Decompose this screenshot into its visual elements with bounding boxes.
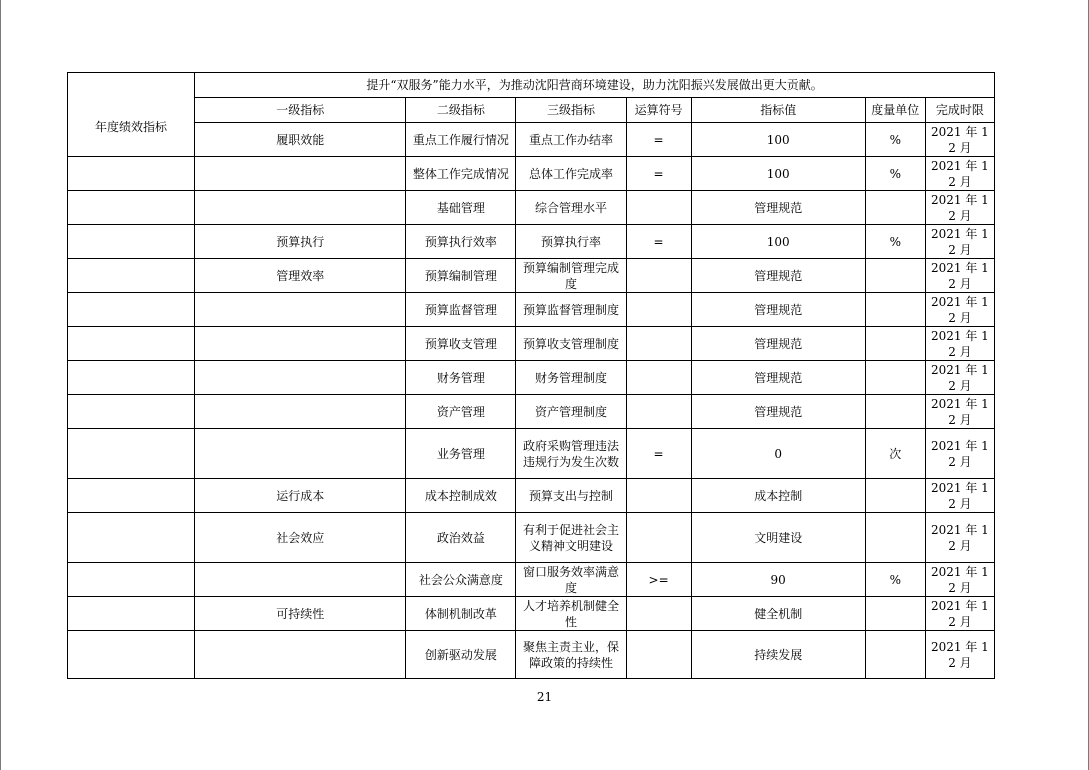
cell-level3: 政府采购管理违法违规行为发生次数 — [516, 429, 626, 479]
cell-unit — [865, 293, 925, 327]
cell-level3: 综合管理水平 — [516, 191, 626, 225]
cell-operator — [626, 361, 691, 395]
cell-level3: 人才培养机制健全性 — [516, 597, 626, 631]
lead-cell — [68, 563, 195, 597]
cell-level3: 有利于促进社会主义精神文明建设 — [516, 513, 626, 563]
cell-level1 — [195, 191, 406, 225]
cell-level2: 资产管理 — [406, 395, 516, 429]
cell-operator: = — [626, 429, 691, 479]
lead-cell — [68, 429, 195, 479]
cell-value: 管理规范 — [691, 327, 865, 361]
cell-level2: 重点工作履行情况 — [406, 123, 516, 157]
header-unit: 度量单位 — [865, 98, 925, 123]
cell-value: 管理规范 — [691, 259, 865, 293]
cell-value: 管理规范 — [691, 361, 865, 395]
lead-cell — [68, 225, 195, 259]
cell-operator — [626, 479, 691, 513]
table-row — [68, 479, 995, 513]
lead-cell — [68, 293, 195, 327]
cell-value: 管理规范 — [691, 191, 865, 225]
cell-level1 — [195, 293, 406, 327]
lead-cell — [68, 361, 195, 395]
lead-cell — [68, 157, 195, 191]
cell-level2: 业务管理 — [406, 429, 516, 479]
table-row — [68, 123, 995, 157]
cell-value: 90 — [691, 563, 865, 597]
cell-level2: 体制机制改革 — [406, 597, 516, 631]
cell-level2: 基础管理 — [406, 191, 516, 225]
cell-level3: 总体工作完成率 — [516, 157, 626, 191]
cell-deadline: 2021 年 12 月 — [925, 513, 994, 563]
cell-unit — [865, 513, 925, 563]
table-row — [68, 157, 995, 191]
cell-deadline: 2021 年 12 月 — [925, 429, 994, 479]
section-label: 年度绩效指标 — [68, 98, 195, 157]
header-level3: 三级指标 — [516, 98, 626, 123]
cell-level1: 履职效能 — [195, 123, 406, 157]
table-row — [68, 259, 995, 293]
table-row — [68, 429, 995, 479]
cell-level1: 社会效应 — [195, 513, 406, 563]
cell-level1 — [195, 327, 406, 361]
page-number: 21 — [536, 690, 553, 704]
cell-deadline: 2021 年 12 月 — [925, 123, 994, 157]
cell-deadline: 2021 年 12 月 — [925, 361, 994, 395]
table-row — [68, 513, 995, 563]
header-row — [68, 98, 995, 123]
cell-level3: 预算收支管理制度 — [516, 327, 626, 361]
table-row — [68, 563, 995, 597]
cell-unit — [865, 191, 925, 225]
cell-level1 — [195, 631, 406, 679]
cell-level1 — [195, 563, 406, 597]
cell-level1: 可持续性 — [195, 597, 406, 631]
cell-unit — [865, 259, 925, 293]
cell-level2: 财务管理 — [406, 361, 516, 395]
cell-level1 — [195, 157, 406, 191]
lead-cell — [68, 513, 195, 563]
cell-unit — [865, 395, 925, 429]
cell-deadline: 2021 年 12 月 — [925, 563, 994, 597]
cell-value: 100 — [691, 225, 865, 259]
cell-unit: 次 — [865, 429, 925, 479]
cell-level1: 运行成本 — [195, 479, 406, 513]
cell-level2: 创新驱动发展 — [406, 631, 516, 679]
cell-deadline: 2021 年 12 月 — [925, 631, 994, 679]
table-row — [68, 225, 995, 259]
cell-operator: = — [626, 157, 691, 191]
cell-unit — [865, 597, 925, 631]
cell-level2: 成本控制成效 — [406, 479, 516, 513]
lead-cell — [68, 259, 195, 293]
cell-operator: = — [626, 225, 691, 259]
cell-level3: 预算执行率 — [516, 225, 626, 259]
table-row — [68, 327, 995, 361]
cell-level3: 资产管理制度 — [516, 395, 626, 429]
cell-level3: 聚焦主责主业，保障政策的持续性 — [516, 631, 626, 679]
lead-cell — [68, 631, 195, 679]
cell-unit: % — [865, 225, 925, 259]
cell-unit: % — [865, 563, 925, 597]
cell-level1 — [195, 361, 406, 395]
performance-indicator-table — [67, 72, 995, 679]
cell-operator — [626, 631, 691, 679]
intro-row — [68, 73, 995, 98]
cell-level3: 重点工作办结率 — [516, 123, 626, 157]
cell-level1: 管理效率 — [195, 259, 406, 293]
cell-deadline: 2021 年 12 月 — [925, 191, 994, 225]
cell-deadline: 2021 年 12 月 — [925, 479, 994, 513]
cell-level3: 财务管理制度 — [516, 361, 626, 395]
cell-level2: 预算监督管理 — [406, 293, 516, 327]
cell-level2: 整体工作完成情况 — [406, 157, 516, 191]
header-level1: 一级指标 — [195, 98, 406, 123]
cell-value: 100 — [691, 123, 865, 157]
cell-value: 文明建设 — [691, 513, 865, 563]
cell-deadline: 2021 年 12 月 — [925, 597, 994, 631]
cell-operator — [626, 513, 691, 563]
cell-level3: 预算编制管理完成度 — [516, 259, 626, 293]
cell-value: 100 — [691, 157, 865, 191]
intro-text: 提升“双服务”能力水平，为推动沈阳营商环境建设，助力沈阳振兴发展做出更大贡献。 — [195, 73, 995, 98]
cell-deadline: 2021 年 12 月 — [925, 293, 994, 327]
cell-operator — [626, 293, 691, 327]
cell-level3: 窗口服务效率满意度 — [516, 563, 626, 597]
cell-value: 管理规范 — [691, 395, 865, 429]
cell-level1 — [195, 395, 406, 429]
cell-operator — [626, 395, 691, 429]
header-deadline: 完成时限 — [925, 98, 994, 123]
cell-level1 — [195, 429, 406, 479]
cell-operator — [626, 597, 691, 631]
cell-level3: 预算监督管理制度 — [516, 293, 626, 327]
cell-deadline: 2021 年 12 月 — [925, 327, 994, 361]
table-row — [68, 361, 995, 395]
table-row — [68, 395, 995, 429]
cell-deadline: 2021 年 12 月 — [925, 225, 994, 259]
header-level2: 二级指标 — [406, 98, 516, 123]
cell-value: 成本控制 — [691, 479, 865, 513]
cell-unit: % — [865, 123, 925, 157]
lead-cell — [68, 73, 195, 98]
cell-operator: = — [626, 123, 691, 157]
cell-level2: 政治效益 — [406, 513, 516, 563]
cell-value: 健全机制 — [691, 597, 865, 631]
cell-level2: 预算收支管理 — [406, 327, 516, 361]
cell-unit — [865, 361, 925, 395]
header-value: 指标值 — [691, 98, 865, 123]
lead-cell — [68, 479, 195, 513]
table-row — [68, 597, 995, 631]
table-row — [68, 293, 995, 327]
cell-level1: 预算执行 — [195, 225, 406, 259]
cell-unit — [865, 327, 925, 361]
cell-operator — [626, 327, 691, 361]
page-left-edge — [0, 0, 1, 770]
cell-value: 管理规范 — [691, 293, 865, 327]
lead-cell — [68, 395, 195, 429]
cell-deadline: 2021 年 12 月 — [925, 395, 994, 429]
cell-level2: 预算执行效率 — [406, 225, 516, 259]
cell-operator — [626, 259, 691, 293]
cell-value: 0 — [691, 429, 865, 479]
cell-unit — [865, 631, 925, 679]
cell-level2: 预算编制管理 — [406, 259, 516, 293]
cell-operator: >= — [626, 563, 691, 597]
table-row — [68, 631, 995, 679]
table-row — [68, 191, 995, 225]
cell-level3: 预算支出与控制 — [516, 479, 626, 513]
cell-level2: 社会公众满意度 — [406, 563, 516, 597]
cell-deadline: 2021 年 12 月 — [925, 259, 994, 293]
cell-unit — [865, 479, 925, 513]
header-operator: 运算符号 — [626, 98, 691, 123]
cell-unit: % — [865, 157, 925, 191]
cell-deadline: 2021 年 12 月 — [925, 157, 994, 191]
lead-cell — [68, 327, 195, 361]
lead-cell — [68, 191, 195, 225]
cell-value: 持续发展 — [691, 631, 865, 679]
lead-cell — [68, 597, 195, 631]
cell-operator — [626, 191, 691, 225]
